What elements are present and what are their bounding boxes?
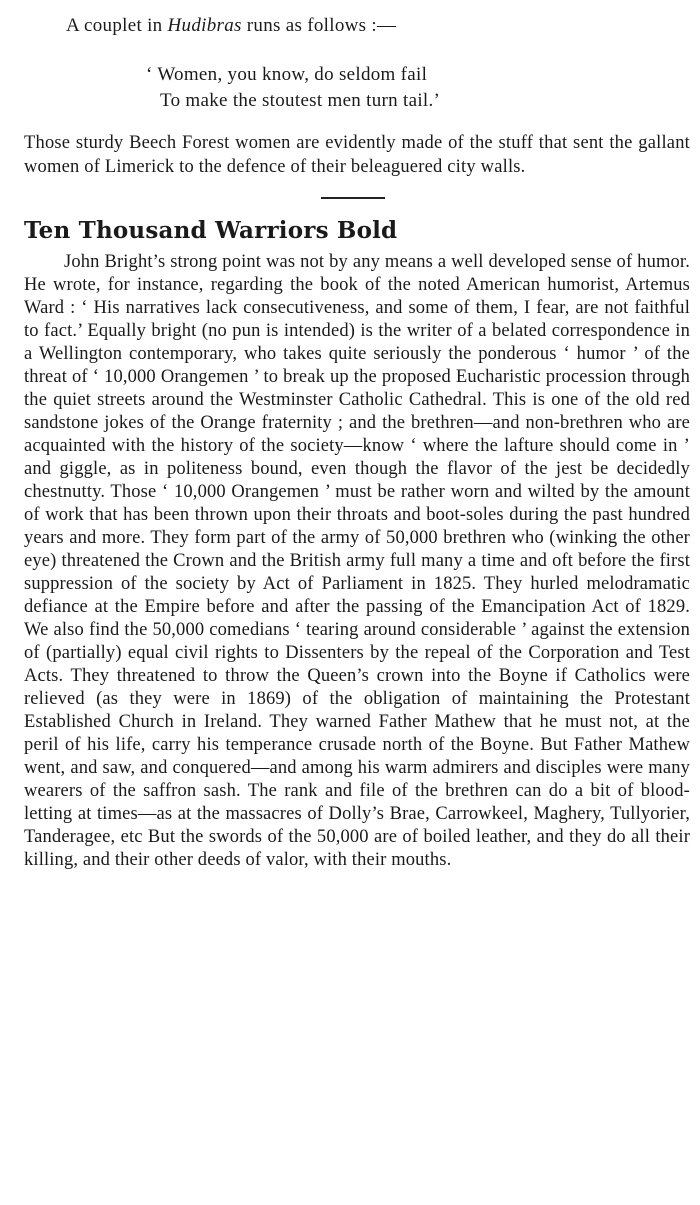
section-divider <box>321 197 385 199</box>
intro-after: runs as follows :— <box>241 15 397 36</box>
couplet <box>24 62 690 114</box>
section-body: John Bright’s strong point was not by any means a well developed sense of humor. He wrote, for instance, regarding the book of the noted American humorist, Artemus Ward : ‘ His narratives lack consecutiveness, and some of them, I fear, are not faithful to fact.’ Equally bright (no pun is intended) is the writer of a belated correspondence in a Wellington contemporary, who takes quite seriously the ponderous ‘ humor ’ of the threat of ‘ 10,000 Orangemen ’ to break up the proposed Eucharistic procession through the quiet streets around the Westminster Catholic Cathedral. This is one of the old red sandstone jokes of the Orange fraternity ; and the brethren—and non-brethren who are acquainted with the history of the society—know ‘ where the lafture should come in ’ and giggle, as in politeness bound, even though the flavor of the jest be decidedly chestnutty. Those ‘ 10,000 Orangemen ’ must be rather worn and wilted by the amount of work that has been thrown upon their throats and boot-soles during the past hundred years and more. They form part of the army of 50,000 brethren who (winking the other eye) threatened the Crown and the British army full many a time and oft before the first suppression of the society by Act of Parliament in 1825. They hurled melodramatic defiance at the Empire before and after the passing of the Emancipation Act of 1829. We also find the 50,000 comedians ‘ tearing around considerable ’ against the extension of (partially) equal civil rights to Dissenters by the repeal of the Corporation and Test Acts. They threatened to throw the Queen’s crown into the Boyne if Catholics were relieved (as they were in 1869) of the obligation of maintaining the Protestant Established Church in Ireland. They warned Father Mathew that he must not, at the peril of his life, carry his temperance crusade north of the Boyne. But Father Mathew went, and saw, and conquered—and among his warm admirers and disciples were many wearers of the saffron sash. The rank and file of the brethren can do a bit of blood-letting at times—as at the massacres of Dolly’s Brae, Carrowkeel, Maghery, Tullyorier, Tanderagee, etc But the swords of the 50,000 are of boiled leather, and they do all their killing, and their other deeds of valor, with their mouths. <box>24 252 690 870</box>
intro-line <box>24 14 690 38</box>
beech-forest-paragraph: Those sturdy Beech Forest women are evidently made of the stuff that sent the gallant women of Limerick to the defence of their beleaguered city walls. <box>24 133 690 177</box>
intro-before: A couplet in <box>66 15 168 36</box>
intro-title: Hudibras <box>167 15 242 36</box>
section-heading: Ten Thousand Warriors Bold <box>24 217 398 244</box>
couplet-line-2: To make the stoutest men turn tail.’ <box>160 90 441 111</box>
couplet-line-1: ‘ Women, you know, do seldom fail <box>146 64 428 85</box>
